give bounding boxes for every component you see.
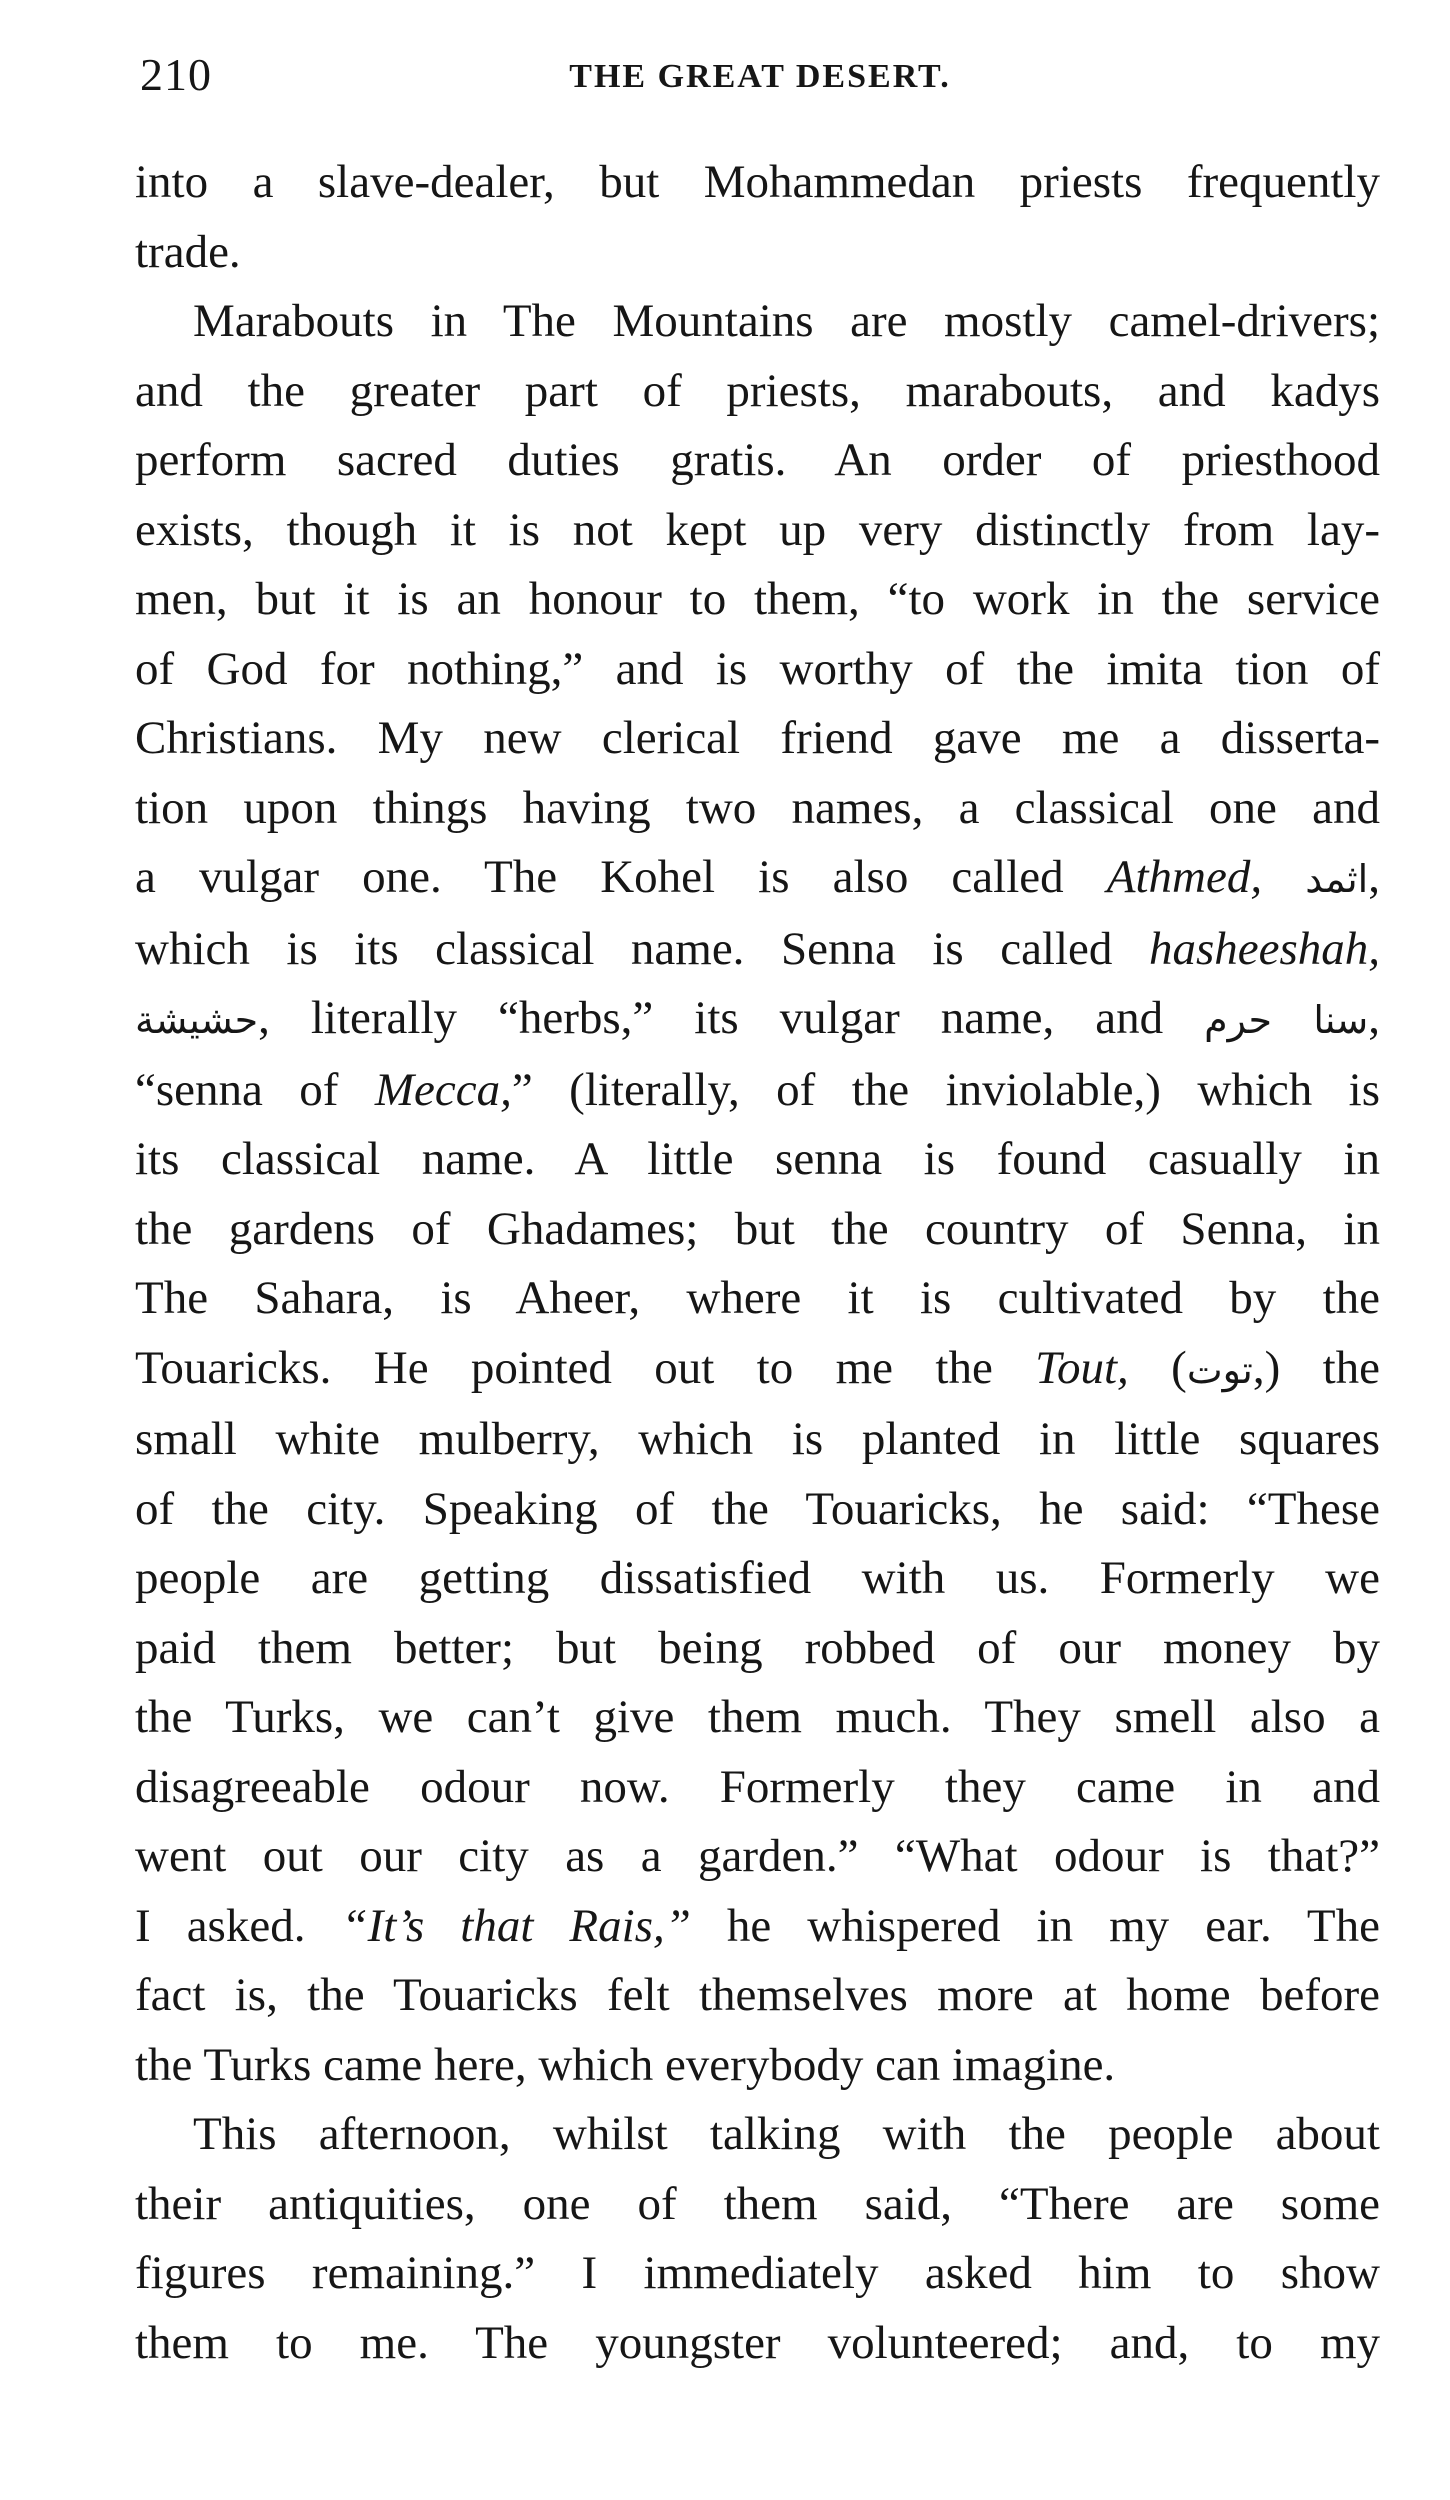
text-segment: I asked. [135, 1899, 342, 1952]
text-line [135, 1334, 1380, 1406]
text-line [135, 915, 1380, 985]
text-line: the Turks came here, which everybody can imagine. [135, 2038, 1116, 2091]
text-line: and the greater part of priests, marabouts, and kadys [135, 364, 1380, 417]
text-segment: , [1368, 851, 1380, 903]
text-line: exists, though it is not kept up very distinctly from lay- [135, 503, 1380, 556]
text-segment: Touaricks. He pointed out to me the [135, 1341, 1036, 1394]
italic-term: hasheeshah, [1148, 922, 1380, 975]
text-line: perform sacred duties gratis. An order of priesthood [135, 434, 1380, 486]
arabic-word: اثمد [1305, 857, 1369, 901]
body-text [135, 148, 1380, 2378]
arabic-word: سنا حرم [1204, 998, 1369, 1042]
text-segment: ( [1128, 1341, 1187, 1394]
text-line: Christians. My new clerical friend gave me a disserta- [135, 712, 1380, 764]
text-line: its classical name. A little senna is found casually in [135, 1133, 1380, 1185]
text-line: small white mulberry, which is planted in little squares [135, 1413, 1380, 1465]
text-segment: ,) the [1252, 1341, 1380, 1394]
text-line [135, 984, 1380, 1056]
text-segment: which is its classical name. Senna is called [135, 922, 1149, 975]
text-segment: , literally “herbs,” its vulgar name, and [258, 992, 1205, 1044]
italic-term: Athmed, [1106, 851, 1263, 903]
arabic-word: حشيشة [135, 998, 259, 1042]
page-number: 210 [140, 49, 212, 100]
text-line: their antiquities, one of them said, “There are some [135, 2177, 1380, 2230]
text-line: fact is, the Touaricks felt themselves more at home before [135, 1969, 1380, 2021]
text-line: the gardens of Ghadames; but the country of Senna, in [135, 1202, 1380, 1255]
running-head [140, 48, 1380, 108]
text-line: went out our city as a garden.” “What odour is that?” [135, 1830, 1380, 1882]
text-segment: ” (literally, of the inviolable,) which is [511, 1063, 1381, 1116]
text-segment: , [1368, 992, 1380, 1044]
text-line: figures remaining.” I immediately asked him to show [135, 2247, 1380, 2299]
text-line: them to me. The youngster volunteered; and, to my [135, 2316, 1380, 2369]
text-line [135, 1892, 1380, 1962]
running-title: THE GREAT DESERT. [569, 58, 951, 95]
text-line [135, 1056, 1380, 1126]
text-line: men, but it is an honour to them, “to work in the service [135, 573, 1380, 625]
text-line: people are getting dissatisfied with us. Formerly we [135, 1552, 1380, 1604]
text-line: disagreeable odour now. Formerly they came in and [135, 1760, 1380, 1813]
text-line: into a slave-dealer, but Mohammedan priests frequently [135, 156, 1380, 208]
text-line: the Turks, we can’t give them much. They smell also a [135, 1691, 1380, 1743]
text-line: tion upon things having two names, a classical one and [135, 781, 1380, 834]
text-line: of the city. Speaking of the Touaricks, he said: “These [135, 1482, 1380, 1535]
text-line: The Sahara, is Aheer, where it is cultivated by the [135, 1272, 1380, 1324]
italic-term: Tout, [1035, 1341, 1129, 1394]
text-segment: “senna of [135, 1063, 375, 1116]
arabic-word: توت [1186, 1347, 1253, 1392]
text-line: of God for nothing,” and is worthy of the imita tion of [135, 642, 1380, 695]
text-line: paid them better; but being robbed of our money by [135, 1621, 1380, 1674]
italic-quote: “It’s that Rais,” [341, 1899, 691, 1952]
text-line: trade. [135, 225, 241, 278]
text-segment: a vulgar one. The Kohel is also called [135, 851, 1107, 903]
italic-term: Mecca, [374, 1063, 512, 1116]
text-line: This afternoon, whilst talking with the people about [193, 2108, 1380, 2160]
text-line [135, 843, 1380, 915]
text-line: Marabouts in The Mountains are mostly camel-drivers; [193, 295, 1380, 347]
text-segment: he whispered in my ear. The [690, 1899, 1380, 1952]
